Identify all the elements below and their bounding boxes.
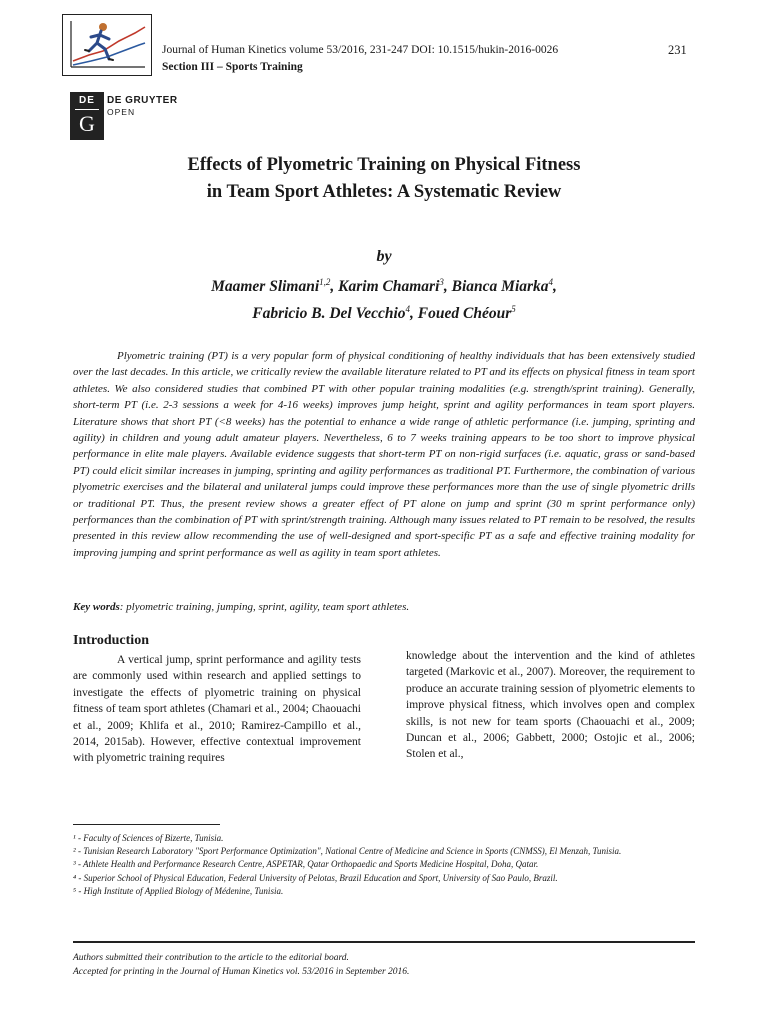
bottom-divider (73, 941, 695, 943)
introduction-right-column: knowledge about the intervention and the kind of athletes targeted (Markovic et al., 2007). Moreover, the requirement to produce an accurate training session of plyometric elements to improve physical fitness, which involves open and complex skills, is not new for team sports (Chaouachi et al., 2009; Duncan et al., 2006; Gabbett, 2000; Ostojic et al., 2006; Stolen et al., (406, 650, 695, 761)
journal-logo (62, 14, 152, 76)
submission-line-2: Accepted for printing in the Journal of Human Kinetics vol. 53/2016 in September 2016. (73, 966, 410, 977)
footnotes (73, 832, 693, 898)
author-separator: , (330, 278, 339, 296)
keywords-list: : plyometric training, jumping, sprint, agility, team sport athletes. (119, 601, 410, 613)
author-affiliation: 1,2 (319, 277, 331, 287)
by-label: by (376, 248, 392, 265)
author-line-2 (0, 298, 768, 325)
keywords (73, 601, 695, 613)
keywords-label: Key words (73, 601, 120, 613)
submission-line-1: Authors submitted their contribution to the article to the editorial board. (73, 953, 349, 963)
runner-chart-logo-icon (63, 15, 150, 74)
author-separator: , (410, 305, 418, 323)
logo-g-text: G (79, 111, 95, 136)
author-name: Bianca Miarka (451, 278, 549, 296)
logo-de-text: DE (79, 95, 95, 106)
author-line-1 (0, 271, 768, 298)
author-separator: , (553, 278, 557, 296)
author-name: Karim Chamari (338, 278, 440, 296)
introduction-heading: Introduction (73, 633, 149, 648)
author-name: Foued Chéour (417, 305, 512, 323)
publisher-name (107, 95, 178, 117)
footnote: ¹ - Faculty of Sciences of Bizerte, Tunisia. (73, 833, 224, 843)
section-label: Section III – Sports Training (162, 61, 303, 73)
author-list (0, 271, 768, 325)
title-line-2: in Team Sport Athletes: A Systematic Review (206, 182, 562, 202)
journal-citation: Journal of Human Kinetics volume 53/2016, 231-247 DOI: 10.1515/hukin-2016-0026 (162, 44, 559, 56)
author-name: Maamer Slimani (211, 278, 320, 296)
page-number: 231 (668, 43, 687, 57)
publisher-imprint: OPEN (107, 107, 136, 117)
footnote: ² - Tunisian Research Laboratory "Sport Performance Optimization", National Centre of Medicine and Science in Sports (CNMSS), El Menzah, Tunisia. (73, 846, 622, 857)
author-affiliation: 4 (548, 277, 554, 287)
logo-divider (75, 109, 99, 110)
footnote: ⁵ - High Institute of Applied Biology of Médenine, Tunisia. (73, 885, 284, 896)
footnote: ³ - Athlete Health and Performance Research Centre, ASPETAR, Qatar Orthopaedic and Sports Medicine Hospital, Doha, Qatar. (73, 859, 539, 870)
author-name: Fabricio B. Del Vecchio (252, 305, 406, 323)
article-title (0, 152, 768, 206)
author-separator: , (443, 278, 452, 296)
author-affiliation: 3 (439, 277, 444, 287)
de-gruyter-logo (70, 92, 104, 140)
publisher-title: DE GRUYTER (107, 95, 178, 106)
footnote: ⁴ - Superior School of Physical Education, Federal University of Pelotas, Brazil Education and Sport, University of Sao Paulo, Brazil. (73, 872, 558, 883)
footnote-divider (73, 824, 220, 825)
title-line-1: Effects of Plyometric Training on Physical Fitness (187, 155, 581, 175)
submission-note (73, 952, 695, 979)
author-affiliation: 5 (511, 304, 516, 315)
author-affiliation: 4 (405, 304, 411, 315)
abstract: Plyometric training (PT) is a very popular form of physical conditioning of healthy individuals that has been extensively studied over the last decades. In this article, we critically review the available literature related to PT and its effects on physical fitness in team sport athletes. We also considered studies that combined PT with other popular training modalities (e.g. strength/sprint training). Generally, short-term PT (i.e. 2-3 sessions a week for 4-16 weeks) improves jump height, sprint and agility performances in team sport players. Literature shows that short PT (<8 weeks) has the potential to enhance a wide range of athletic performance (i.e. jumping, sprinting and agility) in children and young adult amateur players. Nevertheless, 6 to 7 weeks training appears to be too short to improve physical performance in elite male players. Available evidence suggests that short-term PT on non-rigid surfaces (i.e. aquatic, grass or sand-based PT) could elicit similar increases in jumping, sprinting and agility performances as traditional PT. Furthermore, the combination of various plyometric exercises and the bilateral and unilateral jumps could improve these performances more than the use of single plyometric drills or traditional PT. Thus, the present review shows a greater effect of PT alone on jump and sprint (30 m sprint performance only) performances than the combination of PT with sprint/strength training. Although many issues related to PT remain to be resolved, the results presented in this review allow recommending the use of well-designed and sport-specific PT as a safe and effective training modality for improving jumping and sprint performance as well as agility in team sport athletes. (73, 350, 695, 559)
introduction-left-column: A vertical jump, sprint performance and agility tests are commonly used within research and applied settings to investigate the effects of plyometric training on physical fitness of team sport athletes (Chamari et al., 2004; Chaouachi et al., 2009; Khlifa et al., 2010; Ramirez-Campillo et al., 2014, 2015ab). However, effective contextual improvement with plyometric training requires (73, 654, 361, 765)
